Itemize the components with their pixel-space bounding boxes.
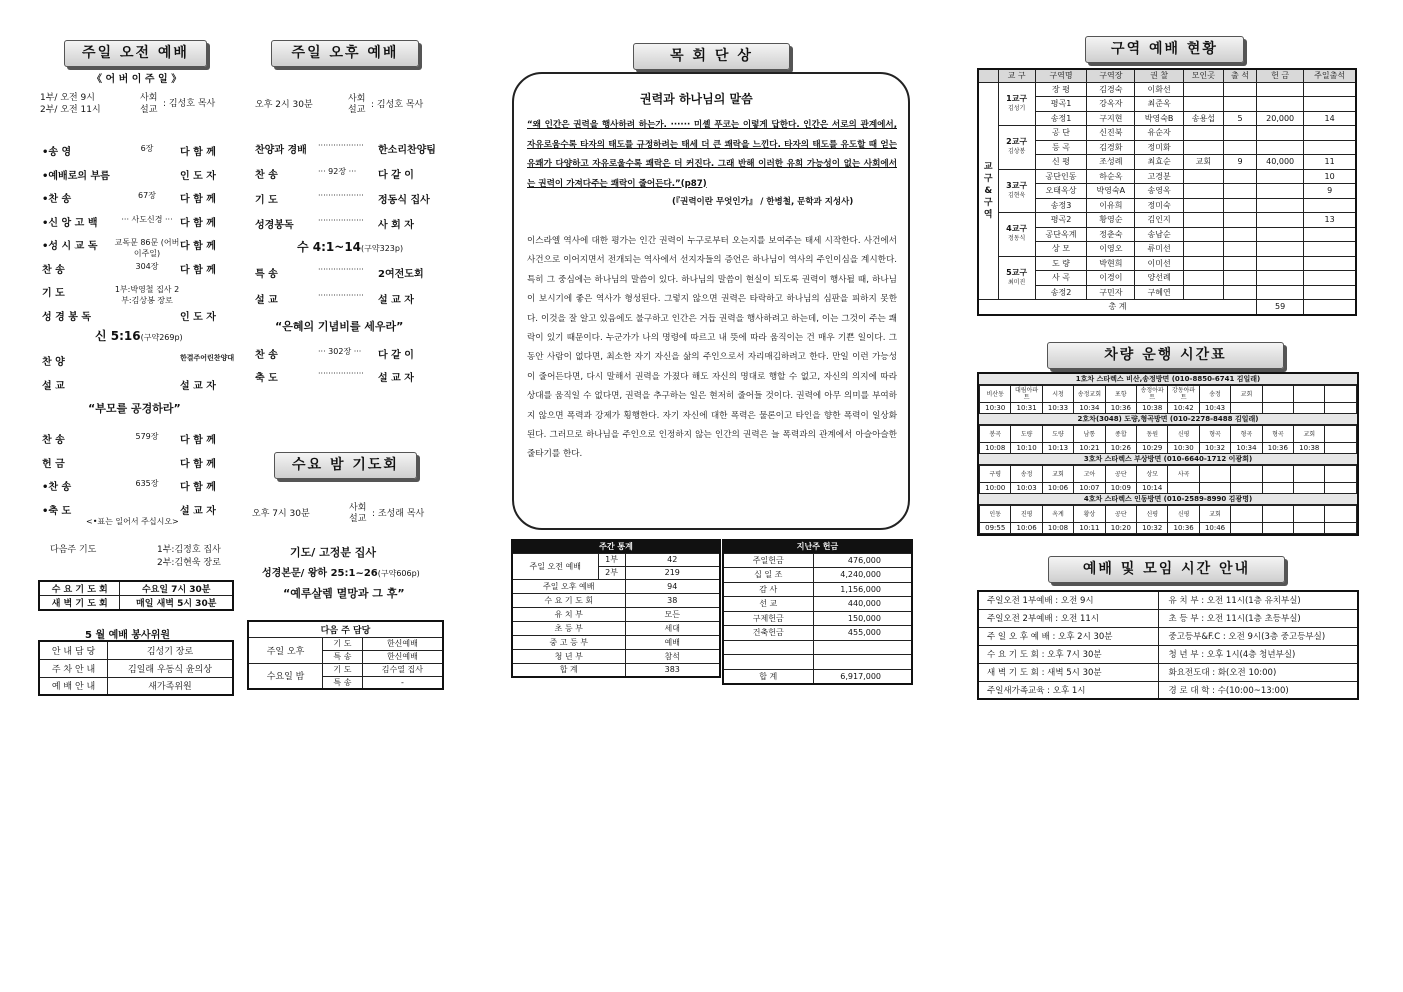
meeting-times-table [977,590,1359,700]
column-header: 교 구 [998,69,1035,82]
district-name: 5교구 [1006,267,1028,277]
table-row: 수 요 기 도 회 수요일 7시 30분 [39,581,233,596]
leader-name: : 김성호 목사 [163,99,216,109]
table-row: 주일 오후 예배 94 [512,579,720,593]
wednesday-sermon: “예루살렘 멸망과 그 후” [283,587,405,600]
afternoon-leader-label-a: 사회 [348,94,366,104]
order-item-label: •찬 송 [42,194,72,205]
bus-stop-table [979,425,1357,454]
bus-time: 10:10 [1011,443,1042,454]
order-item-label: 특 송 [255,269,278,280]
essay-heading: 권력과 하나님의 말씀 [640,92,753,106]
order-item-label: 헌 금 [42,458,65,470]
order-item-detail: 635장 [135,479,159,488]
order-item-label: 기 도 [42,288,65,299]
bus-time: 10:31 [1011,403,1042,414]
bus-time: 10:29 [1137,443,1168,454]
bus-time: 10:14 [1137,483,1168,494]
order-item-detail: ·················· [318,265,364,274]
bus-stop-table [979,385,1357,414]
table-row: 주일오전 1부예배 : 오전 9시 유 치 부 : 오전 11시(1층 유치부실) [978,591,1358,609]
table-row: 새 벽 기 도 회 매일 새벽 5시 30분 [39,596,233,611]
bus-time: 10:34 [1074,403,1105,414]
bus-stop: 대림아파트 [1011,386,1042,403]
bus-time: 10:06 [1042,483,1073,494]
bus-stop: 봉곡 [980,426,1011,443]
bus-time: 10:32 [1137,523,1168,534]
afternoon-time: 오후 2시 30분 [255,100,313,110]
pastoral-column-title: 목 회 단 상 [633,43,790,70]
order-item-detail: 1부:박영철 집사 2부:김상봉 장로 [114,285,180,305]
column-header: 모인곳 [1183,69,1223,82]
order-item-label: 설 교 [42,381,65,392]
order-item-label: •예배로의 부름 [42,170,110,182]
order-item-label: •송 영 [42,147,72,158]
table-row: 건축헌금 455,000 [723,626,912,641]
table-row: 선 교 440,000 [723,597,912,612]
table-row: 초 등 부 세대 [512,621,720,635]
bus-time: 10:08 [1042,523,1073,534]
table-row: 공단옥계 정춘숙 송남순 [978,227,1356,242]
table-row: 특 송 - [248,676,443,689]
order-item-leader: 다 같 이 [378,170,414,181]
district-leader: 김현욱 [1007,191,1026,199]
order-item-label: 기 도 [255,195,278,206]
wednesday-title: 수요 밤 기도회 [274,452,417,479]
bus-time: 10:42 [1168,403,1199,414]
bus-stop: 비산동 [980,386,1011,403]
order-item-leader: 한결주어린찬양대 [180,354,235,362]
table-row: 신 평 조성례 최효순 교회 9 40,000 11 [978,155,1356,170]
bus-time: 10:38 [1294,443,1325,454]
service-time-1: 1부/ 오전 9시 [40,93,95,103]
order-item-label: 찬 송 [42,264,65,276]
order-item-leader: 2여전도회 [378,269,424,280]
order-item-detail: 6장 [140,144,154,153]
bus-stop: 형곡 [1262,426,1293,443]
order-item-detail: ··· 302장 ··· [318,347,362,356]
table-row: 주 일 오 후 예 배 : 오후 2시 30분 중고등부&F.C : 오전 9시(3층 중고등부실) [978,627,1358,645]
table-row: 수요일 밤 기 도 김수열 집사 [248,663,443,676]
bus-stop: 남통 [1074,426,1105,443]
district-name: 4교구 [1006,224,1028,234]
bus-time [1168,483,1199,494]
order-item-detail: ··· 사도신경 ··· [121,214,173,224]
table-row: 송정3 이유희 정미숙 [978,198,1356,213]
table-row: 특 송 한신예배 [248,650,443,663]
bus-stop: 신평 [1168,506,1199,523]
order-item-label: 찬 송 [255,170,278,181]
table-row: 주일헌금 476,000 [723,553,912,568]
bus-route-name: 4호차 스타렉스 인동방면 (010-2589-8990 김광명) [979,494,1357,505]
table-row: 구제헌금 150,000 [723,611,912,626]
bus-stop: 구평 [980,466,1011,483]
volunteer-title: 5 월 예배 봉사위원 [85,630,171,641]
district-cell [998,213,1035,257]
order-item-label: 성경봉독 [255,220,294,231]
table-row: 청 년 부 참석 [512,649,720,663]
table-row: 사 곡 이경이 양선례 [978,271,1356,286]
district-cell [998,126,1035,170]
table-row: 주간 통계 [512,540,720,553]
order-item-leader: 정동식 집사 [378,195,430,206]
order-item-leader: 인 도 자 [180,311,216,323]
bus-time: 10:08 [980,443,1011,454]
order-item-leader: 설 교 자 [378,373,414,384]
table-row: 안 내 담 당 김성기 장로 [39,641,233,659]
bus-stop: 교회 [1199,506,1230,523]
table-row: 유 치 부 모든 [512,607,720,621]
bus-stop: 송정아파트 [1137,386,1168,403]
order-item-label: 찬 양 [42,357,65,368]
bus-time: 10:32 [1199,443,1230,454]
parents-day-subtitle: 《 어 버 이 주 일 》 [92,74,182,85]
order-item-leader: 설 교 자 [378,295,414,306]
order-item-detail: 교독문 86문 (어버이주일) [114,238,180,258]
table-row: 십 일 조 4,240,000 [723,568,912,583]
order-item-label: 축 도 [255,373,278,384]
order-item-detail: ·················· [318,216,364,225]
next-week-table [247,620,444,690]
order-item-leader: 설 교 자 [180,505,216,517]
table-row: 4교구 정동식 평곡2 황영순 김인지 13 [978,213,1356,228]
order-item-detail: ·················· [318,141,364,150]
cell-group-title: 구역 예배 현황 [1085,36,1244,63]
table-row: 새 벽 기 도 회 : 새벽 5시 30분 화요전도대 : 화(오전 10:00) [978,663,1358,681]
order-item-label: •신 앙 고 백 [42,217,98,229]
bus-time: 10:06 [1011,523,1042,534]
table-row: 2부 219 [512,566,720,579]
order-item-leader: 사 회 자 [378,220,414,231]
district-leader: 김상봉 [1007,148,1026,156]
bus-time [1231,403,1262,414]
afternoon-scripture: 수 4:1~14(구약323p) [297,240,404,254]
bus-time: 10:36 [1262,443,1293,454]
order-item-detail: ·················· [318,291,364,300]
order-item-detail: ·················· [318,369,364,378]
column-header: 출 석 [1224,69,1257,82]
table-row: 주 차 안 내 김일래 우동식 윤의상 [39,659,233,677]
column-header: 구역장 [1087,69,1135,82]
bus-stop: 포항 [1105,386,1136,403]
district-cell [998,82,1035,126]
order-item-label: •축 도 [42,505,72,517]
table-row: 합 계 383 [512,663,720,677]
bus-time: 09:55 [980,523,1011,534]
table-row: 2교구 김상봉 공 단 신진북 유순자 [978,126,1356,141]
district-cell [998,169,1035,213]
table-row: 오태옥상 박영숙A 송영옥 9 [978,184,1356,199]
bus-stop: 송정교회 [1074,386,1105,403]
service-time-2: 2부/ 오전 11시 [40,105,101,115]
column-header: 헌 금 [1257,69,1304,82]
meeting-times-title: 예배 및 모임 시간 안내 [1048,556,1285,583]
table-row: 수 요 기 도 회 38 [512,593,720,607]
table-row: 교구 & 구역 1교구 김성기 장 평 김경숙 이화선 [978,82,1356,97]
next-prayer-1: 1부:김정호 집사 [157,545,221,555]
table-row: 총 계 59 [978,300,1356,315]
afternoon-leader: : 김성호 목사 [371,100,424,110]
order-item-leader: 다 함 께 [180,264,216,276]
table-row: 평곡1 강옥자 최준옥 [978,97,1356,112]
table-row: 주일 오후 기 도 한신예배 [248,637,443,650]
bus-stop: 강동아파트 [1168,386,1199,403]
bus-time: 10:21 [1074,443,1105,454]
table-row: 수 요 기 도 회 : 오후 7시 30분 청 년 부 : 오후 1시(4층 청년부실) [978,645,1358,663]
table-row [980,523,1357,534]
order-item-leader: 다 함 께 [180,241,216,252]
order-item-leader: 다 같 이 [378,350,414,361]
table-row: 주일 오전 예배 1부 42 [512,553,720,566]
wed-leader-label-a: 사회 [349,503,367,513]
morning-sermon-title: “부모를 공경하라” [88,402,181,415]
order-item-leader: 다 함 께 [180,482,216,493]
bus-stop: 시청 [1042,386,1073,403]
bus-stop: 황상 [1074,506,1105,523]
bus-time: 10:09 [1105,483,1136,494]
morning-scripture: 신 5:16(구약269p) [95,329,183,343]
order-item-leader: 다 함 께 [180,458,216,470]
weekly-stats-table [511,539,721,678]
wednesday-prayer: 기도/ 고정분 집사 [290,546,377,559]
wednesday-leader: : 조성래 목사 [372,509,425,519]
order-item-label: 성 경 봉 독 [42,311,92,323]
bus-stop: 도량 [1011,426,1042,443]
table-row: 주일새가족교육 : 오후 1시 경 로 대 학 : 수(10:00~13:00) [978,681,1358,699]
order-item-label: 찬양과 경배 [255,145,307,156]
order-item-detail: ·················· [318,191,364,200]
sunday-afternoon-title: 주일 오후 예배 [271,40,419,67]
table-row: 예 배 안 내 새가족위원 [39,677,233,695]
bus-time: 10:11 [1074,523,1105,534]
table-row: 3교구 김현욱 공단인동 하순옥 고경분 10 [978,169,1356,184]
district-leader: 정동식 [1007,235,1026,243]
table-row: 등 곡 김경화 정미화 [978,140,1356,155]
column-header: 구역명 [1035,69,1086,82]
district-leader: 최미진 [1007,278,1026,286]
bus-time: 10:20 [1105,523,1136,534]
bus-stop: 공단 [1105,466,1136,483]
bus-stop: 송정 [1199,386,1230,403]
bus-stop: 인동 [980,506,1011,523]
leader-label-a: 사회 [140,93,158,103]
bus-time: 10:34 [1231,443,1262,454]
column-header: 주일출석 [1304,69,1356,82]
table-row: 지난주 헌금 [723,540,912,553]
bus-schedule [977,372,1359,536]
order-item-detail: 304장 [135,261,159,271]
bus-stop: 동원 [1137,426,1168,443]
bus-stop-table [979,465,1357,494]
order-item-detail: 579장 [135,432,159,441]
bus-time: 10:07 [1074,483,1105,494]
bus-route-name: 3호차 스타렉스 부상방면 (010-6640-1712 이광희) [979,454,1357,465]
bus-stop: 진평 [1011,506,1042,523]
column-header: 권 찰 [1135,69,1183,82]
bus-time: 10:43 [1199,403,1230,414]
order-item-leader: 인 도 자 [180,170,216,182]
district-name: 3교구 [1006,180,1028,190]
bus-time: 10:33 [1042,403,1073,414]
table-row: 중 고 등 부 예배 [512,635,720,649]
bus-time: 10:46 [1199,523,1230,534]
table-row [978,69,1356,82]
offering-table [722,539,913,685]
next-prayer-2: 2부:김현욱 장로 [157,558,221,568]
bus-schedule-title: 차량 운행 시간표 [1047,342,1284,369]
table-row [723,655,912,670]
afternoon-leader-label-b: 설교 [348,105,366,115]
next-prayer-label: 다음주 기도 [50,545,97,555]
table-row: 5교구 최미진 도 량 박현희 이미선 [978,256,1356,271]
bus-stop: 교회 [1042,466,1073,483]
table-row [980,506,1357,523]
order-item-label: 찬 송 [42,435,65,446]
bus-time: 10:13 [1042,443,1073,454]
bus-stop: 상모 [1137,466,1168,483]
bus-time: 10:26 [1105,443,1136,454]
order-item-leader: 다 함 께 [180,217,216,229]
bus-route-name: 2호차(3048) 도량,형곡방면 (010-2278-8488 김일래) [979,414,1357,425]
wednesday-time: 오후 7시 30분 [252,509,310,519]
essay-body: 이스라엘 역사에 대한 평가는 인간 권력이 누구로부터 오는지를 보여주는 태세 시작한다. 사건에서 사건으로 이어지면서 전개되는 역사에서 선지자들의 증언은 하나님이 역사의 주인이심을 계시한다. 특히 그 중심에는 하나님의 말씀이 있다. 하나님의 말씀이 현실이 되도록 권력이 행사될 때, 하나님이 보시기에 좋은 역사가 형성된다. 그렇지 않으면 권력은 타락하고 하나님의 심판을 피하지 못한다. 이것을 잘 알고 있음에도 불구하고 인간은 거듭 권력을 행사하려고 하는데, 이는 그것이 주는 쾌락이 있기 때문이다. 누군가가 나의 명령에 따르고 내 뜻에 따라 움직이는 건 매우 기쁜 일이다. 그동안 사람이 없다면, 최소한 자기 자신을 삶의 주인으로서 자리매김하려고 한다. 만일 이런 가능성이 줄어든다면, 다시 말해서 권력을 가졌다 해도 자신의 명대로 행할 수 없고, 자신의 의지에 따라 상대를 움직일 수 없다면, 권력을 추구하는 일은 현저히 줄어들 것이다. 권력에 아무 의미를 부여하지 않으면 폭력과 강제가 횡행한다. 자기 자신에 대한 폭력은 물론이고 타인을 향한 폭력이 일상화된다. 그러므로 하나님을 주인으로 인정하지 않는 인간의 권력은 늘 폭력과의 관계에서 아슬아슬한 줄타기를 한다. [527,236,897,460]
bus-stop: 형곡 [1199,426,1230,443]
bus-time: 10:36 [1105,403,1136,414]
table-row: 상 모 이영오 류미선 [978,242,1356,257]
bus-stop: 신평 [1168,426,1199,443]
bus-stop: 형곡 [1231,426,1262,443]
prayer-schedule-table [38,580,234,611]
order-item-label: 설 교 [255,295,278,306]
table-row: 송정1 구지현 박영숙B 송용섭 5 20,000 14 [978,111,1356,126]
bus-stop: 고아 [1074,466,1105,483]
order-item-label: •성 시 교 독 [42,241,98,252]
bus-stop: 도량 [1042,426,1073,443]
order-item-leader: 설 교 자 [180,381,216,392]
bus-time: 10:36 [1168,523,1199,534]
order-item-detail: ··· 92장 ··· [318,167,357,176]
bus-stop: 옥계 [1042,506,1073,523]
bus-stop: 신평 [1137,506,1168,523]
bus-route-name: 1호차 스타렉스 비산,송정방면 (010-8850-6741 김일래) [979,374,1357,385]
table-row [980,426,1357,443]
order-item-label: 찬 송 [255,350,278,361]
table-row [980,403,1357,414]
bus-time: 10:38 [1137,403,1168,414]
bus-stop: 교회 [1231,386,1262,403]
table-row [980,443,1357,454]
table-row [980,483,1357,494]
bus-stop-table [979,505,1357,534]
table-row: 주일오전 2부예배 : 오전 11시 초 등 부 : 오전 11시(1층 초등부실) [978,609,1358,627]
district-side-label: 교구 & 구역 [978,82,998,300]
district-name: 2교구 [1006,137,1028,147]
order-item-detail: 67장 [138,191,156,200]
order-item-leader: 다 함 께 [180,194,216,205]
bus-stop: 공단 [1105,506,1136,523]
table-row [980,386,1357,403]
table-row: 송정2 구민자 구혜연 [978,285,1356,300]
stand-note: <•표는 일어서 주십시오> [86,517,179,526]
essay-quote: “왜 인간은 권력을 행사하려 하는가. ······ 미셸 푸코는 이렇게 답한다. 인간은 서로의 관계에서, 자유로움수록 타자의 태도를 규정하려는 태세 더 큰 쾌락을 느낀다. 타자의 태도를 유도할 때 얻는 유쾌가 다양하고 자유로울수록 쾌락은 더 커진다. 그래 반해 이러한 유희 가능성이 없는 사회에서는 권력이 가져다주는 쾌락이 줄어든다.”(p87) [527,120,897,189]
order-item-leader: 한소리찬양팀 [378,145,436,156]
table-row [980,466,1357,483]
bus-stop: 종합 [1105,426,1136,443]
table-row: 다음 주 담당 [248,621,443,637]
afternoon-sermon-title: “은혜의 기념비를 세우라” [275,320,404,333]
wednesday-scripture: 성경본문/ 왕하 25:1~26(구약606p) [262,568,420,579]
sunday-morning-title: 주일 오전 예배 [64,40,207,67]
district-leader: 김성기 [1007,104,1026,112]
essay-citation: (『권력이란 무엇인가』 / 한병철, 문학과 지성사) [672,197,854,207]
cell-group-table [977,68,1357,316]
table-row: 합 계 6,917,000 [723,669,912,684]
table-row: 감 사 1,156,000 [723,582,912,597]
bus-time: 10:03 [1011,483,1042,494]
order-item-label: •찬 송 [42,482,72,493]
district-cell [998,256,1035,300]
order-item-leader: 다 함 께 [180,147,216,158]
leader-label-b: 설교 [140,105,158,115]
table-row [723,640,912,655]
bus-time: 10:30 [1168,443,1199,454]
bus-stop: 송정 [1011,466,1042,483]
order-item-leader: 다 함 께 [180,435,216,446]
volunteer-table [38,640,234,696]
wed-leader-label-b: 설교 [349,514,367,524]
bus-time: 10:30 [980,403,1011,414]
bus-stop: 교회 [1294,426,1325,443]
bus-time: 10:00 [980,483,1011,494]
bus-stop: 사곡 [1168,466,1199,483]
district-name: 1교구 [1006,93,1028,103]
